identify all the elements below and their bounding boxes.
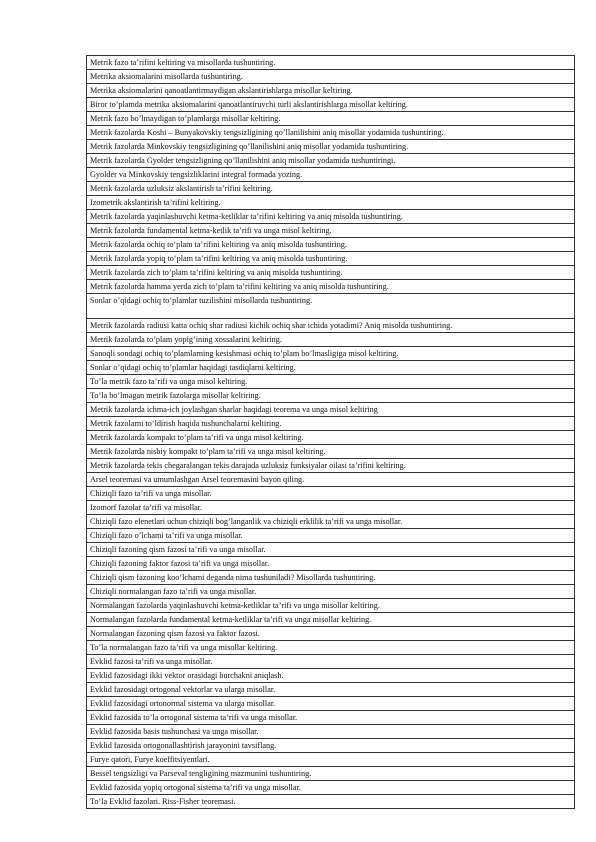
question-cell: Normalangan fazolarda yaqinlashuvchi ketma-ketliklar ta’rifi va unga misollar keltiring.: [87, 599, 575, 613]
table-row: [87, 98, 575, 112]
table-row: [87, 487, 575, 501]
question-cell: Chiziqli fazo elenetlari uchun chiziqli bog’langanlik va chiziqli erklilik ta’rifi va unga misollar.: [87, 515, 575, 529]
table-row: [87, 361, 575, 375]
table-row: [87, 84, 575, 98]
table-row: [87, 431, 575, 445]
table-row: [87, 168, 575, 182]
table-row: [87, 781, 575, 795]
question-cell: Metrik fazolarda Minkovskiy tengsizligining qo’llanilishini aniq misollar yodamida tushuntiring.: [87, 140, 575, 154]
question-cell: Evklid fazosidagi ortogonal vektorlar va ularga misollar.: [87, 683, 575, 697]
table-row: [87, 683, 575, 697]
question-cell: Chiziqli fazoning qism fazosi ta’rifi va unga misollar.: [87, 543, 575, 557]
question-cell: Metrik fazolarda nisbiy kompakt to’plam ta’rifi va unga misol keltiring.: [87, 445, 575, 459]
question-cell: Chiziqli fazo ta’rifi va unga misollar.: [87, 487, 575, 501]
question-cell: Metrik fazolarda tekis chegaralangan tekis darajada uzluksiz funksiyalar oilasi ta’rifini keltiring.: [87, 459, 575, 473]
table-row: [87, 70, 575, 84]
table-row: [87, 294, 575, 319]
questions-table-body: [87, 56, 575, 809]
question-cell: Izomorf fazolar ta’rifi va misollar.: [87, 501, 575, 515]
table-row: [87, 585, 575, 599]
question-cell: Metrika aksiomalarini misollarda tushuntiring.: [87, 70, 575, 84]
question-cell: Metrik fazolarda ochiq to‘plam ta’rifini keltiring va aniq misolda tushuntiring.: [87, 238, 575, 252]
question-cell: Metrik fazolarda uzluksiz akslantirish ta’rifini keltiring.: [87, 182, 575, 196]
question-cell: Normalangan fazolarda fundamental ketma-ketliklar ta’rifi va unga misollar keltiring.: [87, 613, 575, 627]
question-cell: Metrik fazolarda Koshi – Bunyakovskiy tengsizligining qo’llanilishini aniq misollar yodamida tushuntiring.: [87, 126, 575, 140]
table-row: [87, 655, 575, 669]
question-cell: To‘la Evklid fazolari. Riss-Fisher teoremasi.: [87, 795, 575, 809]
question-cell: Metrik fazolarda ichma-ich joylashgan sharlar haqidagi teorema va unga misol keltiring: [87, 403, 575, 417]
question-cell: Evklid fazosidagi ikki vektor orasidagi burchakni aniqlash.: [87, 669, 575, 683]
question-cell: Metrik fazo bo’lmaydigan to’plamlarga misollar keltiring.: [87, 112, 575, 126]
table-row: [87, 347, 575, 361]
question-cell: Evklid fazosi ta’rifi va unga misollar.: [87, 655, 575, 669]
question-cell: Evklid fazosida to’la ortogonal sistema ta’rifi va unga misollar.: [87, 711, 575, 725]
table-row: [87, 280, 575, 294]
question-cell: Evklid fazosida ortogonallashtirish jarayonini tavsiflang.: [87, 739, 575, 753]
question-cell: Chiziqli fazo o’lchami ta’rifi va unga misollar.: [87, 529, 575, 543]
question-cell: Metrik fazolarda hamma yerda zich to’plam ta’rifini keltiring va aniq misolda tushuntiring.: [87, 280, 575, 294]
question-cell: Metrik fazolarda fundamental ketma-ketlik ta’rifi va unga misol keltiring.: [87, 224, 575, 238]
table-row: [87, 697, 575, 711]
question-cell: To’la bo’lmagan metrik fazolarga misollar keltiring.: [87, 389, 575, 403]
table-row: [87, 557, 575, 571]
table-row: [87, 333, 575, 347]
table-row: [87, 140, 575, 154]
table-row: [87, 459, 575, 473]
table-row: [87, 473, 575, 487]
question-cell: Metrik fazolarda kompakt to’plam ta’rifi va unga misol keltiring.: [87, 431, 575, 445]
question-cell: Gyolder va Minkovskiy tengsizliklarini integral formada yozing.: [87, 168, 575, 182]
table-row: [87, 112, 575, 126]
question-cell: Bessel tengsizligi va Parseval tengligining mazmunini tushuntiring.: [87, 767, 575, 781]
table-row: [87, 403, 575, 417]
table-row: [87, 613, 575, 627]
table-row: [87, 529, 575, 543]
table-row: [87, 739, 575, 753]
question-cell: Metrik fazo ta’rifini keltiring va misollarda tushuntiring.: [87, 56, 575, 70]
question-cell: Evklid fazosidagi ortonormal sistema va ularga misollar.: [87, 697, 575, 711]
question-cell: Sonlar o’qidagi ochiq to’plamlar tuzilishini misollarda tushuntiring.: [87, 294, 575, 319]
question-cell: Normalangan fazoning qism fazosi va faktor fazosi.: [87, 627, 575, 641]
question-cell: Chiziqli fazoning faktor fazosi ta’rifi va unga misollar.: [87, 557, 575, 571]
table-row: [87, 571, 575, 585]
table-row: [87, 252, 575, 266]
table-row: [87, 375, 575, 389]
table-row: [87, 56, 575, 70]
table-row: [87, 319, 575, 333]
table-row: [87, 669, 575, 683]
table-row: [87, 154, 575, 168]
question-cell: Chiziqli qism fazoning koo‘lchami deganda nima tushuniladi? Misollarda tushuntiring.: [87, 571, 575, 585]
question-cell: Metrik fazolarni to‘ldirish haqida tushunchalarni keltiring.: [87, 417, 575, 431]
table-row: [87, 543, 575, 557]
table-row: [87, 515, 575, 529]
question-cell: Metrik fazolarda zich to’plam ta’rifini keltiring va aniq misolda tushuntiring.: [87, 266, 575, 280]
table-row: [87, 389, 575, 403]
table-row: [87, 767, 575, 781]
question-cell: Sanoqli sondagi ochiq to’plamlarning kesishmasi ochiq to’plam bo’lmasligiga misol keltiring.: [87, 347, 575, 361]
question-cell: Furye qatori, Furye koeffitsiyentlari.: [87, 753, 575, 767]
question-cell: Metrika aksiomalarini qanoatlantirmaydigan akslantirishlarga misollar keltiring.: [87, 84, 575, 98]
table-row: [87, 196, 575, 210]
question-cell: Metrik fazolarda radiusi katta ochiq shar radiusi kichik ochiq shar ichida yotadimi? Aniq misolda tushuntiring.: [87, 319, 575, 333]
table-row: [87, 182, 575, 196]
table-row: [87, 417, 575, 431]
question-cell: To’la normalangan fazo ta’rifi va unga misollar keltiring.: [87, 641, 575, 655]
table-row: [87, 753, 575, 767]
questions-table: [86, 55, 575, 809]
question-cell: Metrik fazolarda to’plam yopig’ining xossalarini keltiring.: [87, 333, 575, 347]
question-cell: Arsel teoremasi va umumlashgan Arsel teoremasini bayon qiling.: [87, 473, 575, 487]
question-cell: Sonlar o’qidagi ochiq to’plamlar haqidagi tasdiqlarni keltiring.: [87, 361, 575, 375]
table-row: [87, 599, 575, 613]
table-row: [87, 445, 575, 459]
table-row: [87, 126, 575, 140]
question-cell: Chiziqli normalangan fazo ta’rifi va unga misollar.: [87, 585, 575, 599]
question-cell: Izometrik akslantirish ta’rifini keltiring.: [87, 196, 575, 210]
question-cell: Biror to’plamda metrika aksiomalarini qanoatlantiruvchi turli akslantirishlarga misollar keltiring.: [87, 98, 575, 112]
table-row: [87, 210, 575, 224]
question-cell: Evklid fazosida basis tushunchasi va unga misollar.: [87, 725, 575, 739]
question-cell: To’la metrik fazo ta’rifi va unga misol keltiring.: [87, 375, 575, 389]
question-cell: Metrik fazolarda yaqinlashuvchi ketma-ketliklar ta’rifini keltiring va aniq misolda tushuntiring.: [87, 210, 575, 224]
table-row: [87, 238, 575, 252]
question-cell: Evklid fazosida yopiq ortogonal sistema ta’rifi va unga misollar.: [87, 781, 575, 795]
table-row: [87, 711, 575, 725]
table-row: [87, 725, 575, 739]
table-row: [87, 795, 575, 809]
table-row: [87, 224, 575, 238]
table-row: [87, 501, 575, 515]
table-row: [87, 627, 575, 641]
question-cell: Metrik fazolarda Gyolder tengsizligning qo’llanilishini aniq misollar yodamida tushuntiringi.: [87, 154, 575, 168]
question-cell: Metrik fazolarda yopiq to‘plam ta’rifini keltiring va aniq misolda tushuntiring.: [87, 252, 575, 266]
table-row: [87, 266, 575, 280]
table-row: [87, 641, 575, 655]
